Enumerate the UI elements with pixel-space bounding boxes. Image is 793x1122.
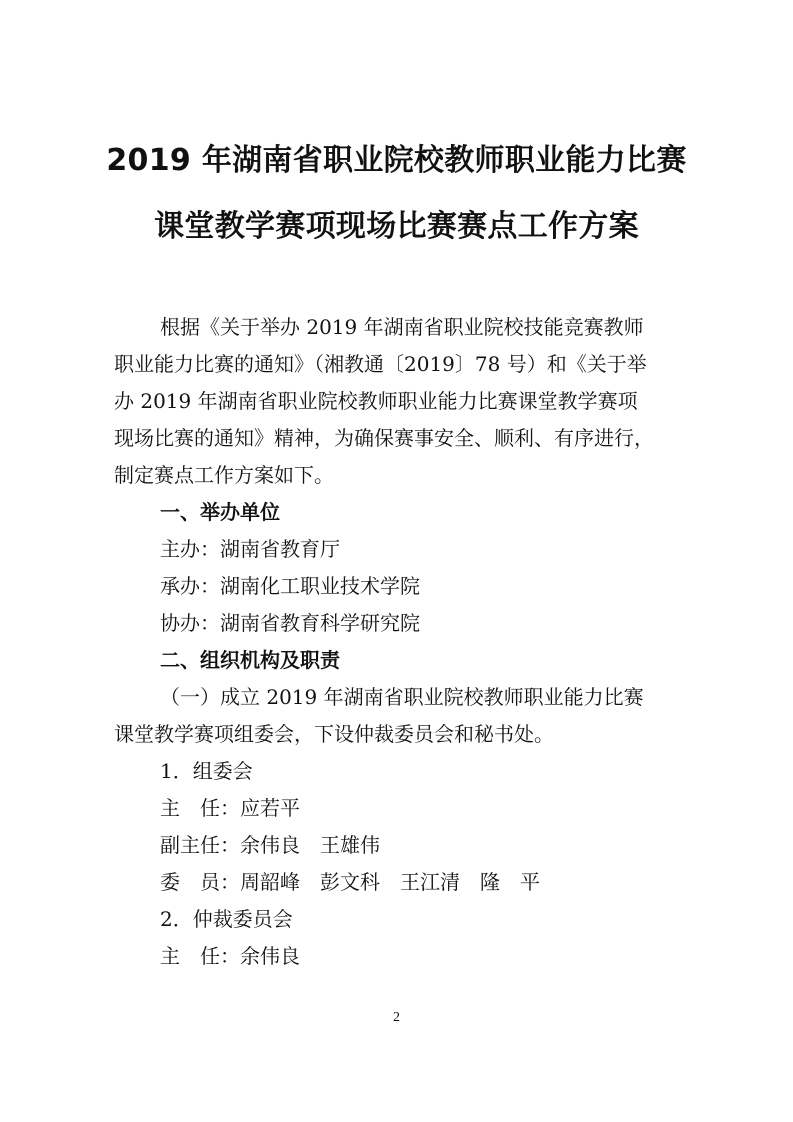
organizer-co-organizer: 协办：湖南省教育科学研究院 — [160, 611, 420, 635]
intro-line: 制定赛点工作方案如下。 — [114, 463, 334, 487]
page-number: 2 — [393, 1010, 400, 1025]
committee-members: 委 员：周韶峰 彭文科 王江清 隆 平 — [160, 870, 540, 894]
section-heading-organizers: 一、举办单位 — [160, 500, 280, 524]
subsection-title-committee: 1．组委会 — [160, 759, 253, 783]
organizer-undertaker: 承办：湖南化工职业技术学院 — [160, 574, 420, 598]
committee-deputy-directors: 副主任：余伟良 王雄伟 — [160, 833, 380, 857]
section-heading-organization: 二、组织机构及职责 — [160, 648, 340, 672]
organization-para-line: 课堂教学赛项组委会，下设仲裁委员会和秘书处。 — [114, 722, 554, 746]
organization-para-line: （一）成立 2019 年湖南省职业院校教师职业能力比赛 — [160, 685, 644, 709]
organizer-host: 主办：湖南省教育厅 — [160, 537, 340, 561]
intro-line: 办 2019 年湖南省职业院校教师职业能力比赛课堂教学赛项 — [114, 389, 638, 413]
subsection-title-arbitration: 2．仲裁委员会 — [160, 907, 293, 931]
intro-line: 根据《关于举办 2019 年湖南省职业院校技能竞赛教师 — [160, 315, 644, 339]
arbitration-director: 主 任：余伟良 — [160, 944, 300, 968]
intro-line: 职业能力比赛的通知》（湘教通〔2019〕78 号）和《关于举 — [114, 352, 647, 376]
committee-director: 主 任：应若平 — [160, 796, 300, 820]
document-title-line-2: 课堂教学赛项现场比赛赛点工作方案 — [154, 209, 639, 244]
intro-line: 现场比赛的通知》精神，为确保赛事安全、顺利、有序进行， — [114, 426, 654, 450]
document-title-line-1: 2019 年湖南省职业院校教师职业能力比赛 — [106, 143, 687, 178]
